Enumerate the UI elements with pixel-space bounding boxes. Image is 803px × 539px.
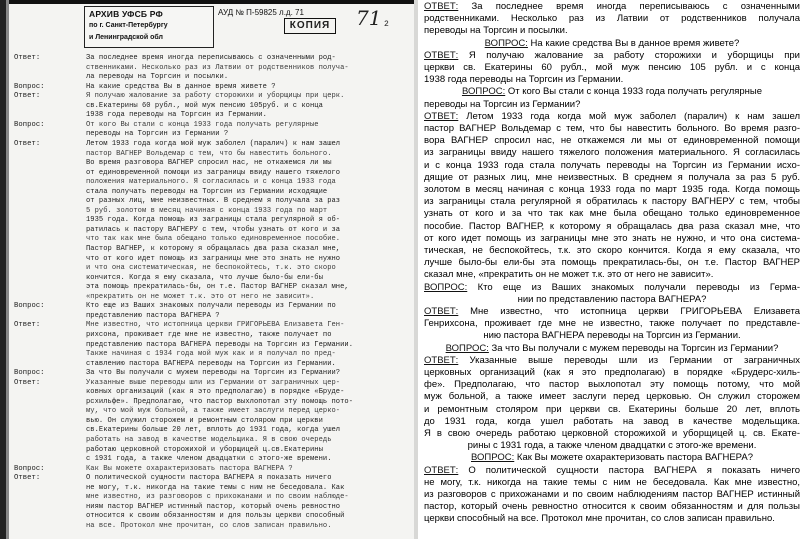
archive-stamp [84, 6, 214, 48]
transcript-line [424, 221, 800, 232]
transcript-line [424, 513, 800, 524]
scan-line-text: работаю церковной сторожихой и уборщицей ц.св.Екатерины [86, 445, 323, 454]
scan-line-text: От кого Вы стали с конца 1933 года получать регулярные [86, 120, 319, 129]
scan-line-text: на все. Протокол мне прочитан, со слов записан правильно. [86, 521, 332, 530]
transcript-line [424, 1, 800, 12]
scan-edge-right [414, 0, 418, 539]
scan-line-text: и что она систематическая, не беспокойтесь, т.к. это скоро [86, 264, 336, 273]
transcript-line [424, 428, 800, 439]
scan-line-label: Ответ: [14, 378, 41, 387]
scan-line-text: кончится. Когда я ему сказала, что лучше было-бы ели-бы [86, 273, 323, 282]
transcript-text: не могу, т.к. никогда на такие темы с ним не беседовала. Как мне известно, [424, 476, 800, 488]
scan-line-label: Ответ: [14, 92, 41, 101]
scan-line-text: 1935 года. Когда помощь из заграницы стала регулярной я об- [86, 216, 341, 225]
scan-line-text: Летом 1933 года когда мой муж заболел (паралич) к нам зашел [86, 139, 341, 148]
scan-line-text: стала получать переводы на Торгсин из Германии исходящие [86, 187, 328, 196]
scan-line-text: ла переводы на Торгсин и посылки. [86, 73, 229, 82]
scan-line-text: представлению пастора ВАГНЕРА ? [86, 311, 220, 320]
transcript-text: пастор, который очень ревностно относится к своим обязанностям и для пользы [424, 501, 800, 513]
transcript-line [424, 123, 800, 134]
scan-line-text: Как Вы можете охарактеризовать пастора ВАГНЕРА ? [86, 464, 293, 473]
transcript-line [424, 489, 800, 500]
scan-line-text: рсхильфе». Предполагаю, что пастор выхлопотал эту помощь пото- [86, 397, 354, 406]
transcript-text: из заграницы стала регулярной я обратилась к пастору ВАГНЕРУ с тем, чтобы [424, 196, 800, 208]
transcript-line [424, 13, 800, 24]
transcript-line [424, 355, 800, 366]
scan-line-text: рихсона, проживает где мне не известно, также получает по [86, 330, 332, 339]
transcript-text: нию пастора ВАГНЕРА переводы на Торгсин из Германии. [483, 330, 741, 342]
transcript-text: Генрихсона, проживает где мне не известно, также получает по представле- [424, 318, 800, 330]
transcript-text: переводы на Торгсин из Германии? [424, 98, 581, 110]
transcript-text: родственниками. Несколько раз из Латвии от родственников получала [424, 13, 800, 25]
transcript-label: ОТВЕТ: [424, 49, 459, 61]
scan-line-text: 1938 года переводы на Торгсин из Германии. [86, 111, 267, 120]
transcript-line [424, 282, 800, 293]
scan-line-text: пастор ВАГНЕР Вольдемар с тем, что бы навестить больного. [86, 149, 332, 158]
transcript-text: от кого идет помощь из заграницы мне это знать не нужно, и что она система- [424, 232, 800, 244]
scan-line-text: с 1931 года, а также членом двадцатки с этого-же времени. [86, 455, 332, 464]
transcript-line [424, 62, 800, 73]
scan-line-text: относится к своим обязанностям и для пользы церкви способный [86, 512, 345, 521]
transcript-text: О политической сущности пастора ВАГНЕРА я показать ничего [458, 464, 800, 476]
scan-line-text: что от кого идет помощь из заграницы мне это знать не нужно [86, 254, 341, 263]
transcript-line [424, 25, 800, 36]
transcript-line [424, 233, 800, 244]
scan-line-text: ставлению пастора ВАГНЕРА переводы на Торгсин из Германии. [86, 359, 336, 368]
scan-line-label: Вопрос: [14, 82, 45, 91]
scan-line-text: не могу, т.к. никогда на такие темы с ним не беседовала. Как [86, 483, 345, 492]
transcript-text: тическая, не беспокойтесь, т.к. это скоро кончится. Когда я ему сказала, что [424, 245, 800, 256]
transcript-text: вора ВАГНЕР спросил нас, не откажемся ли мы от единовременной помощи [424, 135, 800, 147]
page-mark: 2 [384, 20, 389, 29]
transcript-label: ОТВЕТ: [424, 464, 459, 476]
transcript-line [424, 367, 800, 378]
scan-line-text: св.Екатерины 60 рубл., мой муж пенсию 105руб. и с конца [86, 101, 323, 110]
transcript-text: переводы на Торгсин и посылки. [424, 25, 568, 37]
transcript-line [424, 184, 800, 195]
transcript-label: ОТВЕТ: [424, 110, 459, 122]
transcript-line [424, 416, 800, 427]
scan-line-label: Вопрос: [14, 120, 45, 129]
archive-reference: АУД № П-59825 л.д. 71 [218, 8, 304, 17]
scan-line-text: Кто еще из Ваших знакомых получали переводы из Германии по [86, 302, 336, 311]
transcript-label: ВОПРОС: [461, 86, 506, 98]
transcript-line [424, 306, 800, 317]
transcript-line [424, 391, 800, 402]
transcript-line [424, 172, 800, 183]
transcript-text: дящие от разных лиц, мне неизвестных. В среднем я получала за раз 5 руб. [424, 171, 800, 183]
scan-line-text: положения материального. Я согласилась и с конца 1933 года [86, 178, 336, 187]
transcript-line [424, 379, 800, 390]
transcript-line [424, 111, 800, 122]
scan-line-text: За что Вы получали с мужем переводы на Торгсин из Германии? [86, 369, 341, 378]
scan-line-text: На какие средства Вы в данное время живете ? [86, 82, 276, 91]
scan-line-text: ниям пастор ВАГНЕР истинный пастор, который очень ревностно [86, 502, 341, 511]
scan-line-label: Ответ: [14, 321, 41, 330]
transcript-line [424, 147, 800, 158]
transcript-line [424, 452, 800, 463]
transcript-text: церкви св. Екатерины 60 рубл., мой муж пенсию 105 рубл. и с конца [424, 62, 800, 73]
scan-line-text: му, что мой муж больной, а также имеет заслуги перед церко- [86, 407, 341, 416]
scan-line-text: Также начиная с 1934 года мой муж как и я получал по пред- [86, 350, 336, 359]
scan-line-text: ственниками. Несколько раз из Латвии от родственников получа- [86, 63, 349, 72]
scan-line-text: от единовременной помощи из заграницы ввиду нашего тяжелого [86, 168, 341, 177]
handwritten-page-number: 71 [356, 6, 382, 30]
transcript-line [424, 208, 800, 219]
transcript-line [424, 86, 800, 97]
transcript-text: до 1931 года, когда ушел работать на завод в качестве модельщика. [424, 415, 800, 427]
scan-line-text: работать на завод в качестве модельщика. Я в свою очередь [86, 436, 332, 444]
scan-line-text: ковных организаций (как я это предполагаю) в порядке «Бруде- [86, 388, 345, 397]
transcript-text: Указанные выше переводы шли из Германии от заграничных [458, 354, 800, 366]
transcript-label: ВОПРОС: [424, 281, 468, 293]
transcript-line [424, 343, 800, 354]
transcript-label: ОТВЕТ: [424, 1, 459, 12]
scan-edge-top [0, 0, 418, 4]
scan-line-label: Вопрос: [14, 369, 45, 378]
transcript-line [424, 440, 800, 451]
transcript-line [424, 160, 800, 171]
scan-edge-shadow [6, 0, 9, 539]
transcript-line [424, 50, 800, 61]
scan-line-label: Вопрос: [14, 464, 45, 473]
transcript-text: За что Вы получали с мужем переводы на Торгсин из Германии? [488, 342, 779, 354]
scan-line-text: Указанные выше переводы шли из Германии от заграничных цер- [86, 378, 341, 387]
transcript-line [424, 257, 800, 268]
transcript-text: пастор ВАГНЕР Вольдемар с тем, что бы навестить больного. Во время разго- [424, 123, 800, 134]
transcript-line [424, 477, 800, 488]
scan-line-text: ратилась к пастору ВАГНЕРУ с тем, чтобы узнать от кого и за [86, 225, 341, 234]
transcript-text: рины с 1931 года, а также членом двадцатки с этого-же времени. [467, 440, 757, 452]
transcript-text: пособие. Пастор ВАГНЕР, к которому я обращалась два раза сказал мне, что [424, 220, 800, 232]
transcript-text: лучше было-бы ели-бы эта помощь прекратилась-бы, он т.е. Пастор ВАГНЕР [424, 257, 800, 269]
transcript-line [424, 501, 800, 512]
scan-line-text: «прекратить он не может т.к. это от него не зависит». [86, 292, 315, 301]
transcript-text: Кто еще из Ваших знакомых получали переводы из Герма- [467, 281, 800, 293]
scan-line-text: О политической сущности пастора ВАГНЕРА я показать ничего [86, 474, 332, 483]
scan-line-text: эта помощь прекратилась-бы, он т.е. Пастор ВАГНЕР сказал мне, [86, 283, 349, 292]
transcript-text: и с конца 1933 года стала получать переводы на Торгсин из Германии исхо- [424, 159, 800, 171]
transcript-text: За последнее время иногда переписываюсь с означенными [458, 1, 800, 12]
transcript-line [424, 269, 800, 280]
scan-line-text: мне известно, из разговоров с прихожанами и по своим наблюде- [86, 493, 349, 502]
transcript-line [424, 404, 800, 415]
scan-line-text: представлению пастора ВАГНЕРА переводы на Торгсин из Германии. [86, 340, 354, 349]
scan-line-label: Вопрос: [14, 302, 45, 311]
transcript-label: ОТВЕТ: [424, 354, 459, 366]
scan-line-label: Ответ: [14, 139, 41, 148]
scan-line-text: что так как мне была обещано только единовременное пособие. [86, 235, 341, 244]
scan-line-text: Мне известно, что истопница церкви ГРИГОРЬЕВА Елизавета Ген- [86, 321, 345, 330]
transcript-text: Как Вы можете охарактеризовать пастора ВАГНЕРА? [514, 452, 753, 464]
transcript-text: фе». Предполагаю, что пастор выхлопотал эту помощь потому, что мой [424, 379, 800, 391]
transcript-text: От кого Вы стали с конца 1933 года получать регулярные [505, 86, 763, 98]
transcript-text: церкви способный на все. Протокол мне прочитан, со слов записан правильно. [424, 513, 775, 525]
transcript-text: На какие средства Вы в данное время живете? [527, 37, 740, 49]
transcript-text: нии по представлению пастора ВАГНЕРА? [517, 293, 707, 305]
transcript-text: Я получаю жалование за работу сторожихи и уборщицы при [458, 49, 800, 61]
transcript-line [424, 294, 800, 305]
transcript-text: Мне известно, что истопница церкви ГРИГОРЬЕВА Елизавета [458, 306, 800, 317]
transcript-line [424, 38, 800, 49]
transcript-text: 1938 года переводы на Торгсин из Германии. [424, 74, 624, 86]
scan-line-text: от разных лиц, мне неизвестных. В среднем я получала за раз [86, 197, 341, 206]
scan-line-text: 5 руб. золотом в месяц начиная с конца 1933 года по март [86, 206, 328, 215]
transcript-label: ВОПРОС: [484, 37, 528, 49]
scan-line-text: За последнее время иногда переписываюсь с означенными род- [86, 54, 336, 62]
transcript-label: ОТВЕТ: [424, 306, 459, 317]
scan-line-label: Ответ: [14, 474, 41, 483]
transcript-line [424, 465, 800, 476]
scan-line-text: вью. Он служил сторожем и ремонтным столяром при церкви [86, 416, 323, 425]
stamp-line: и Ленинградской обл [89, 34, 163, 41]
transcript-text: Я в свою очередь работаю церковной сторожихой и уборщицей ц. св. Екате- [424, 428, 800, 439]
copy-stamp: КОПИЯ [284, 18, 336, 34]
transcript-line [424, 318, 800, 329]
transcript-line [424, 330, 800, 341]
transcript-line [424, 99, 800, 110]
transcript-text: Летом 1933 года когда мой муж заболел (паралич) к нам зашел [458, 110, 800, 122]
transcript-text: муж больной, а также имеет заслуги перед церковью. Он служил сторожем [424, 391, 800, 403]
transcript-text: узнать от кого и за что так как мне была обещано только единовременное [424, 208, 800, 220]
stamp-line: АРХИВ УФСБ РФ [89, 9, 164, 19]
scan-line-label: Ответ: [14, 54, 41, 62]
transcript-text: и ремонтным столяром при церкви св. Екатерины больше 20 лет, вплоть [424, 403, 800, 415]
transcript-line [424, 135, 800, 146]
scan-line-text: Я получаю жалование за работу сторожихи и уборщицы при церк. [86, 92, 345, 101]
stamp-line: по г. Санкт-Петербургу [89, 22, 168, 29]
scan-line-text: Во время разговора ВАГНЕР спросил нас, не откажемся ли мы [86, 159, 332, 168]
scan-line-text: переводы на Торгсин из Германии ? [86, 130, 229, 139]
transcript-text: золотом в месяц начиная с конца 1933 года по март 1935 года. Когда помощь [424, 184, 800, 195]
transcript-text: церковных организаций (как я это предполагаю) в порядке «Брудерс-хиль- [424, 367, 800, 378]
transcript-text: из заграницы ввиду нашего тяжелого положения материального. Я согласилась [424, 147, 800, 159]
transcript-label: ВОПРОС: [471, 452, 515, 464]
transcript-line [424, 74, 800, 85]
transcript-label: ВОПРОС: [445, 342, 489, 354]
transcript-text: сказал мне, «прекратить он не может т.к. это от него не зависит». [424, 269, 714, 281]
scan-line-text: св.Екатерины больше 20 лет, вплоть до 1931 года, когда ушел [86, 426, 341, 435]
scan-line-text: Пастор ВАГНЕР, к которому я обращалась два раза сказал мне, [86, 245, 341, 253]
transcript-text: из разговоров с прихожанами и по своим наблюдениям пастор ВАГНЕР истинный [424, 489, 800, 500]
transcript-line [424, 196, 800, 207]
transcription-text [424, 0, 800, 539]
transcript-line [424, 245, 800, 256]
